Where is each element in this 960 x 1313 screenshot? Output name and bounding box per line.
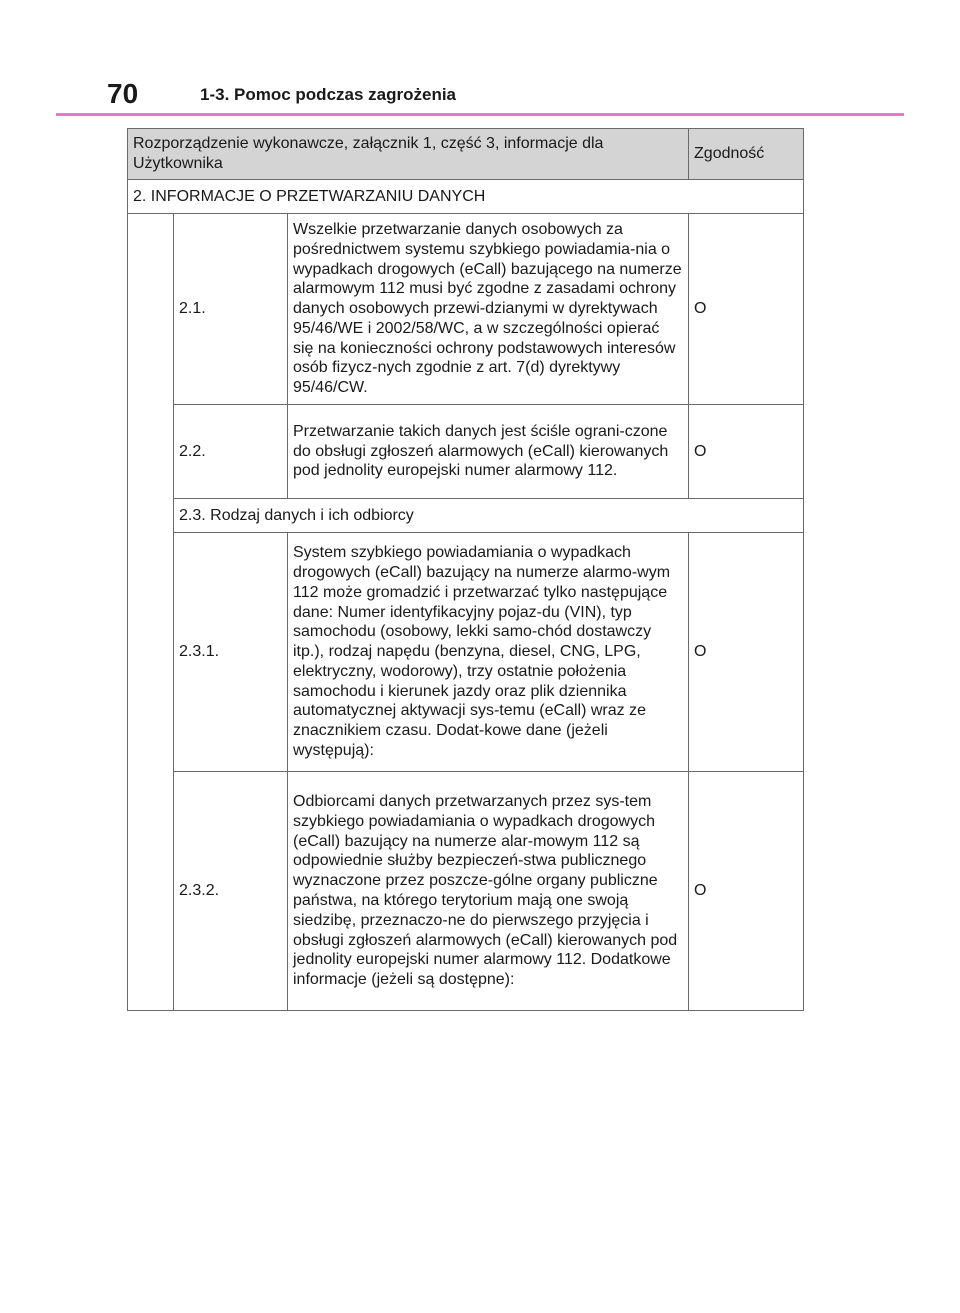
- row-compliance: O: [689, 405, 804, 499]
- page-number: 70: [107, 78, 139, 109]
- section-row: [128, 499, 804, 533]
- section-title: 1-3. Pomoc podczas zagrożenia: [200, 85, 457, 104]
- table-row: [128, 214, 804, 405]
- row-number: 2.2.: [174, 405, 288, 499]
- header-divider: [56, 113, 904, 116]
- table-row: [128, 772, 804, 1011]
- row-number: 2.1.: [174, 214, 288, 405]
- section-heading-2: 2. INFORMACJE O PRZETWARZANIU DANYCH: [128, 180, 804, 214]
- indent-cell: [128, 214, 174, 1011]
- compliance-table: [127, 128, 804, 1011]
- table-row: [128, 533, 804, 772]
- page-header: [107, 76, 907, 112]
- row-compliance: O: [689, 772, 804, 1011]
- column-header-regulation: Rozporządzenie wykonawcze, załącznik 1, część 3, informacje dla Użytkownika: [128, 129, 689, 180]
- column-header-compliance: Zgodność: [689, 129, 804, 180]
- table-header-row: [128, 129, 804, 180]
- row-number: 2.3.2.: [174, 772, 288, 1011]
- section-heading-2-3: 2.3. Rodzaj danych i ich odbiorcy: [174, 499, 804, 533]
- table-row: [128, 405, 804, 499]
- section-row: [128, 180, 804, 214]
- row-text: System szybkiego powiadamiania o wypadkach drogowych (eCall) bazujący na numerze alarmo-wym 112 może gromadzić i przetwarzać tylko następujące dane: Numer identyfikacyjny pojaz-du (VIN), typ samochodu (osobowy, lekki samo-chód dostawczy itp.), rodzaj napędu (benzyna, diesel, CNG, LPG, elektryczny, wodorowy), trzy ostatnie położenia samochodu i kierunek jazdy oraz plik dziennika automatycznej aktywacji sys-temu (eCall) wraz ze znacznikiem czasu. Dodat-kowe dane (jeżeli występują):: [288, 533, 689, 772]
- row-compliance: O: [689, 214, 804, 405]
- row-text: Odbiorcami danych przetwarzanych przez sys-tem szybkiego powiadamiania o wypadkach drogowych (eCall) bazujący na numerze alar-mowym 112 są odpowiednie służby bezpieczeń-stwa publicznego wyznaczone przez poszcze-gólne organy publiczne państwa, na którego terytorium mają one swoją siedzibę, przeznaczo-ne do pierwszego przyjęcia i obsługi zgłoszeń alarmowych (eCall) kierowanych pod jednolity europejski numer alarmowy 112. Dodatkowe informacje (jeżeli są dostępne):: [288, 772, 689, 1011]
- row-text: Wszelkie przetwarzanie danych osobowych za pośrednictwem systemu szybkiego powiadamia-nia o wypadkach drogowych (eCall) bazującego na numerze alarmowym 112 musi być zgodne z zasadami ochrony danych osobowych przewi-dzianymi w dyrektywach 95/46/WE i 2002/58/WC, a w szczególności opierać się na konieczności ochrony podstawowych interesów osób fizycz-nych zgodnie z art. 7(d) dyrektywy 95/46/CW.: [288, 214, 689, 405]
- row-text: Przetwarzanie takich danych jest ściśle ograni-czone do obsługi zgłoszeń alarmowych (eCall) kierowanych pod jednolity europejski numer alarmowy 112.: [288, 405, 689, 499]
- row-compliance: O: [689, 533, 804, 772]
- row-number: 2.3.1.: [174, 533, 288, 772]
